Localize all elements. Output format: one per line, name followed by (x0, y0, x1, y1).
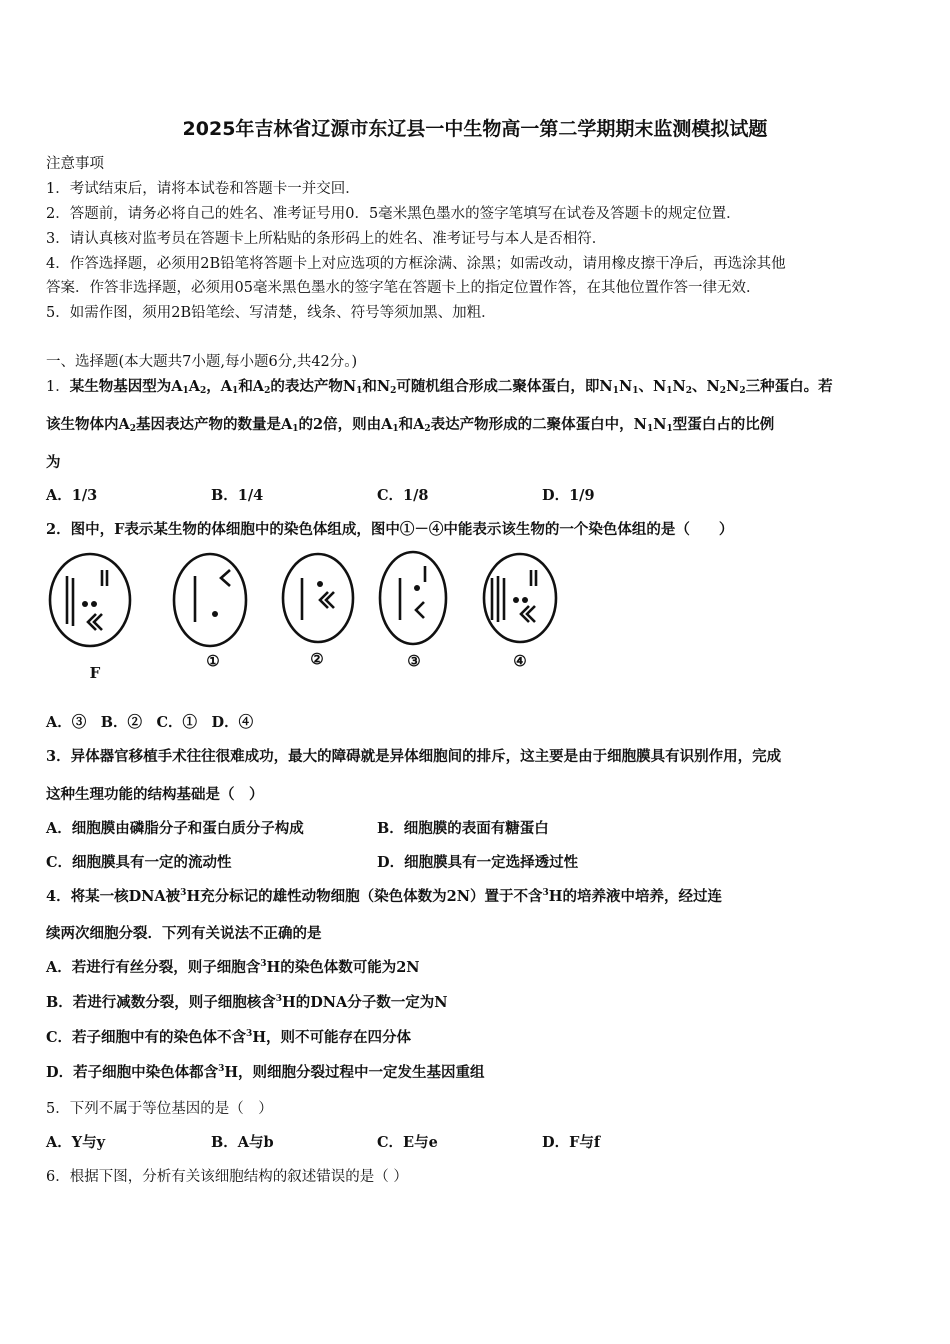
chromosome-dot (522, 597, 528, 603)
chromosome-dot (91, 601, 97, 607)
chromosome-dot (317, 581, 323, 587)
chromosome-dot (513, 597, 519, 603)
q3-option-a[interactable]: A．细胞膜由磷脂分子和蛋白质分子构成 (46, 820, 304, 837)
q2-options[interactable]: A．③ B．② C．① D．④ (46, 714, 254, 731)
notice-item: 4．作答选择题，必须用2B铅笔将答题卡上对应选项的方框涂满、涂黑；如需改动，请用橡皮擦干净后，再选涂其他 (46, 256, 786, 272)
q5-option-d[interactable]: D．F与f (542, 1134, 601, 1151)
q2-stem: 2．图中，F表示某生物的体细胞中的染色体组成，图中①－④中能表示该生物的一个染色体组的是（ ） (46, 521, 734, 538)
cell-label-f: F (89, 664, 101, 682)
q1-line-1: 1．某生物基因型为$A_1A_2$，$A_1$和$A_2$的表达产物$N_1$和$N_2$可随机组合形成二聚体蛋白，即$N_1N_1$、$N_1N_2$、$N_2N_2$三种蛋白。若 (46, 378, 833, 396)
cell-1-membrane (174, 554, 246, 646)
q4-option-c[interactable]: C．若子细胞中有的染色体不含$^3$H，则不可能存在四分体 (46, 1029, 412, 1046)
cell-3-membrane (380, 552, 446, 644)
q3-option-d[interactable]: D．细胞膜具有一定选择透过性 (377, 854, 579, 871)
q1-option-a[interactable]: A．1/3 (46, 487, 98, 504)
notice-item: 2．答题前，请务必将自己的姓名、准考证号用0．5毫米黑色墨水的签字笔填写在试卷及答题卡的规定位置． (46, 206, 741, 222)
notice-item: 3．请认真核对监考员在答题卡上所粘贴的条形码上的姓名、准考证号与本人是否相符． (46, 231, 607, 247)
q4-option-d[interactable]: D．若子细胞中染色体都含$^3$H，则细胞分裂过程中一定发生基因重组 (46, 1064, 485, 1081)
q1-option-c[interactable]: C．1/8 (377, 487, 429, 504)
cell-label-3: ③ (407, 652, 421, 670)
chromosome-figure (40, 548, 570, 688)
cell-f-membrane (50, 554, 130, 646)
q4-option-b[interactable]: B．若进行减数分裂，则子细胞核含$^3$H的DNA分子数一定为N (46, 994, 448, 1011)
q4-line-2: 续两次细胞分裂．下列有关说法不正确的是 (46, 925, 322, 942)
chromosome-mark (416, 602, 424, 618)
chromosome-dot (414, 585, 420, 591)
q6-stem: 6．根据下图，分析有关该细胞结构的叙述错误的是（ ） (46, 1169, 408, 1185)
q3-option-b[interactable]: B．细胞膜的表面有糖蛋白 (377, 820, 549, 837)
notice-item: 1．考试结束后，请将本试卷和答题卡一并交回． (46, 181, 360, 197)
q4-line-1: 4．将某一核DNA被$^3$H充分标记的雄性动物细胞（染色体数为2N）置于不含$^3$H的培养液中培养，经过连 (46, 888, 722, 905)
q5-option-c[interactable]: C．E与e (377, 1134, 438, 1151)
q1-line-2: 该生物体内$A_2$基因表达产物的数量是$A_1$的2倍，则由$A_1$和$A_2$表达产物形成的二聚体蛋白中，$N_1N_1$型蛋白占的比例 (46, 416, 775, 434)
q3-option-c[interactable]: C．细胞膜具有一定的流动性 (46, 854, 232, 871)
notice-heading: 注意事项 (46, 156, 104, 172)
q1-line-3: 为 (46, 454, 61, 471)
cell-2-membrane (283, 554, 353, 642)
page-title: 2025年吉林省辽源市东辽县一中生物高一第二学期期末监测模拟试题 (182, 118, 768, 140)
q5-option-a[interactable]: A．Y与y (46, 1134, 106, 1151)
cell-label-1: ① (206, 652, 220, 670)
section-heading: 一、选择题(本大题共7小题,每小题6分,共42分。) (46, 354, 358, 370)
q3-line-1: 3．异体器官移植手术往往很难成功，最大的障碍就是异体细胞间的排斥，这主要是由于细胞膜具有识别作用，完成 (46, 748, 782, 765)
cell-label-2: ② (310, 650, 324, 668)
q3-line-2: 这种生理功能的结构基础是（ ） (46, 786, 264, 803)
notice-item: 5．如需作图，须用2B铅笔绘、写清楚，线条、符号等须加黑、加粗． (46, 305, 496, 321)
q1-option-d[interactable]: D．1/9 (542, 487, 595, 504)
q1-option-b[interactable]: B．1/4 (211, 487, 264, 504)
chromosome-mark (221, 570, 230, 586)
q5-option-b[interactable]: B．A与b (211, 1134, 274, 1151)
q4-option-a[interactable]: A．若进行有丝分裂，则子细胞含$^3$H的染色体数可能为2N (46, 959, 420, 976)
chromosome-dot (212, 611, 218, 617)
cell-4-membrane (484, 554, 556, 642)
notice-item: 答案．作答非选择题，必须用05毫米黑色墨水的签字笔在答题卡上的指定位置作答，在其他位置作答一律无效． (46, 280, 761, 296)
cell-label-4: ④ (513, 652, 527, 670)
chromosome-dot (82, 601, 88, 607)
q5-stem: 5．下列不属于等位基因的是（ ） (46, 1101, 273, 1117)
